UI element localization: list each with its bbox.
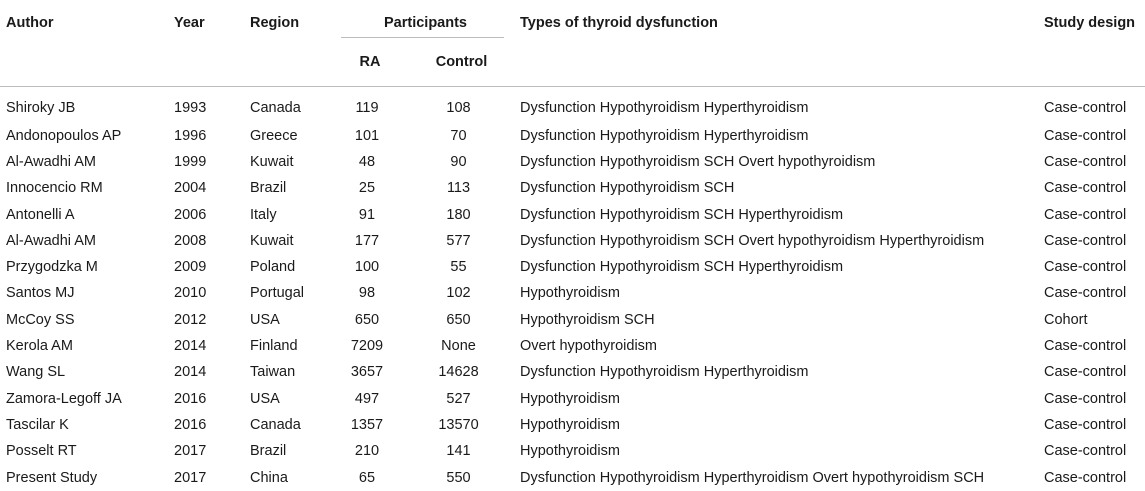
cell-control: 14628 bbox=[438, 364, 479, 381]
cell-author: Innocencio RM bbox=[6, 180, 103, 197]
cell-types: Dysfunction Hypothyroidism SCH Overt hypothyroidism bbox=[520, 153, 876, 170]
cell-author: Zamora-Legoff JA bbox=[6, 390, 122, 407]
cell-year: 2014 bbox=[174, 338, 207, 355]
table-body bbox=[0, 86, 1145, 491]
cell-design: Case-control bbox=[1044, 259, 1127, 276]
cell-year: 1999 bbox=[174, 153, 207, 170]
cell-control: 180 bbox=[446, 206, 471, 223]
table-row bbox=[0, 280, 1145, 306]
cell-types: Hypothyroidism SCH bbox=[520, 311, 655, 328]
cell-ra: 25 bbox=[358, 180, 376, 197]
cell-region: Canada bbox=[250, 99, 301, 116]
cell-ra: 7209 bbox=[350, 338, 384, 355]
header-ra: RA bbox=[359, 54, 381, 70]
cell-author: Wang SL bbox=[6, 364, 66, 381]
table-row bbox=[0, 307, 1145, 333]
cell-region: USA bbox=[250, 390, 280, 407]
cell-design: Case-control bbox=[1044, 443, 1127, 460]
cell-types: Dysfunction Hypothyroidism Hyperthyroidism bbox=[520, 99, 809, 116]
cell-ra: 497 bbox=[354, 390, 380, 407]
cell-year: 2017 bbox=[174, 469, 207, 486]
cell-region: Kuwait bbox=[250, 232, 294, 249]
cell-author: Przygodzka M bbox=[6, 259, 98, 276]
cell-year: 1993 bbox=[174, 99, 207, 116]
cell-year: 2004 bbox=[174, 180, 207, 197]
cell-year: 2006 bbox=[174, 206, 207, 223]
cell-design: Case-control bbox=[1044, 206, 1127, 223]
cell-region: Brazil bbox=[250, 180, 287, 197]
cell-year: 2008 bbox=[174, 232, 207, 249]
cell-author: McCoy SS bbox=[6, 311, 75, 328]
cell-types: Dysfunction Hypothyroidism Hyperthyroidism bbox=[520, 127, 809, 144]
cell-types: Dysfunction Hypothyroidism Hyperthyroidism Overt hypothyroidism SCH bbox=[520, 469, 985, 486]
header-author: Author bbox=[6, 15, 54, 31]
cell-ra: 100 bbox=[354, 259, 380, 276]
cell-year: 2010 bbox=[174, 285, 207, 302]
table-row bbox=[0, 254, 1145, 280]
cell-region: Italy bbox=[250, 206, 277, 223]
cell-control: 70 bbox=[450, 127, 467, 144]
cell-ra: 210 bbox=[354, 443, 380, 460]
cell-region: Portugal bbox=[250, 285, 305, 302]
header-participants-label: Participants bbox=[384, 15, 467, 31]
cell-region: Kuwait bbox=[250, 153, 294, 170]
cell-year: 2016 bbox=[174, 390, 207, 407]
cell-author: Santos MJ bbox=[6, 285, 75, 302]
cell-design: Case-control bbox=[1044, 364, 1127, 381]
cell-author: Al-Awadhi AM bbox=[6, 153, 96, 170]
cell-types: Dysfunction Hypothyroidism Hyperthyroidism bbox=[520, 364, 809, 381]
cell-year: 2016 bbox=[174, 416, 207, 433]
cell-design: Case-control bbox=[1044, 232, 1127, 249]
cell-design: Cohort bbox=[1044, 311, 1088, 328]
cell-control: 90 bbox=[450, 153, 467, 170]
cell-control: 102 bbox=[446, 285, 471, 302]
header-design: Study design bbox=[1044, 15, 1136, 31]
cell-design: Case-control bbox=[1044, 338, 1127, 355]
table-row bbox=[0, 228, 1145, 254]
cell-author: Al-Awadhi AM bbox=[6, 232, 96, 249]
cell-design: Case-control bbox=[1044, 127, 1127, 144]
cell-region: China bbox=[250, 469, 288, 486]
cell-types: Dysfunction Hypothyroidism SCH Hyperthyroidism bbox=[520, 206, 844, 223]
cell-author: Shiroky JB bbox=[6, 99, 76, 116]
cell-design: Case-control bbox=[1044, 180, 1127, 197]
cell-ra: 1357 bbox=[350, 416, 384, 433]
cell-control: 13570 bbox=[438, 416, 479, 433]
cell-design: Case-control bbox=[1044, 285, 1127, 302]
cell-region: Taiwan bbox=[250, 364, 296, 381]
cell-types: Dysfunction Hypothyroidism SCH Overt hypothyroidism Hyperthyroidism bbox=[520, 232, 985, 249]
cell-ra: 98 bbox=[358, 285, 376, 302]
cell-types: Dysfunction Hypothyroidism SCH Hyperthyroidism bbox=[520, 259, 844, 276]
table-row bbox=[0, 123, 1145, 149]
cell-author: Kerola AM bbox=[6, 338, 73, 355]
cell-ra: 48 bbox=[358, 153, 376, 170]
cell-region: USA bbox=[250, 311, 280, 328]
table-row bbox=[0, 149, 1145, 175]
cell-control: 550 bbox=[446, 469, 471, 486]
cell-ra: 3657 bbox=[350, 364, 384, 381]
cell-region: Brazil bbox=[250, 443, 287, 460]
cell-control: 577 bbox=[446, 232, 471, 249]
cell-ra: 91 bbox=[358, 206, 376, 223]
cell-design: Case-control bbox=[1044, 469, 1127, 486]
cell-types: Hypothyroidism bbox=[520, 416, 620, 433]
cell-region: Poland bbox=[250, 259, 296, 276]
table-row bbox=[0, 412, 1145, 438]
cell-control: None bbox=[441, 338, 476, 355]
cell-author: Antonelli A bbox=[6, 206, 75, 223]
cell-ra: 650 bbox=[354, 311, 380, 328]
cell-design: Case-control bbox=[1044, 153, 1127, 170]
cell-control: 650 bbox=[446, 311, 471, 328]
cell-author: Present Study bbox=[6, 469, 98, 486]
cell-types: Dysfunction Hypothyroidism SCH bbox=[520, 180, 735, 197]
cell-region: Canada bbox=[250, 416, 301, 433]
header-region: Region bbox=[250, 15, 300, 31]
cell-year: 2017 bbox=[174, 443, 207, 460]
header-year: Year bbox=[174, 15, 205, 31]
cell-design: Case-control bbox=[1044, 99, 1127, 116]
cell-types: Overt hypothyroidism bbox=[520, 338, 657, 355]
cell-control: 55 bbox=[450, 259, 467, 276]
table-header bbox=[0, 0, 1145, 86]
cell-author: Tascilar K bbox=[6, 416, 69, 433]
table-row bbox=[0, 359, 1145, 385]
cell-ra: 65 bbox=[358, 469, 376, 486]
cell-region: Finland bbox=[250, 338, 298, 355]
cell-year: 1996 bbox=[174, 127, 207, 144]
cell-ra: 119 bbox=[355, 99, 379, 116]
table-row bbox=[0, 385, 1145, 411]
cell-ra: 177 bbox=[354, 232, 380, 249]
cell-types: Hypothyroidism bbox=[520, 443, 620, 460]
cell-control: 527 bbox=[446, 390, 471, 407]
cell-types: Hypothyroidism bbox=[520, 285, 620, 302]
cell-design: Case-control bbox=[1044, 390, 1127, 407]
cell-types: Hypothyroidism bbox=[520, 390, 620, 407]
cell-author: Posselt RT bbox=[6, 443, 77, 460]
header-types: Types of thyroid dysfunction bbox=[520, 15, 718, 31]
cell-year: 2009 bbox=[174, 259, 207, 276]
table-row bbox=[0, 438, 1145, 464]
cell-control: 113 bbox=[446, 180, 471, 197]
cell-control: 141 bbox=[446, 443, 471, 460]
table-row bbox=[0, 464, 1145, 490]
cell-ra: 101 bbox=[354, 127, 380, 144]
table-row bbox=[0, 201, 1145, 227]
cell-author: Andonopoulos AP bbox=[6, 127, 122, 144]
table-row bbox=[0, 86, 1145, 123]
cell-year: 2012 bbox=[174, 311, 207, 328]
cell-year: 2014 bbox=[174, 364, 207, 381]
table-row bbox=[0, 333, 1145, 359]
header-participants bbox=[331, 0, 514, 38]
cell-design: Case-control bbox=[1044, 416, 1127, 433]
table-row bbox=[0, 175, 1145, 201]
participants-divider bbox=[341, 37, 504, 38]
cell-control: 108 bbox=[446, 99, 471, 116]
header-control: Control bbox=[435, 54, 488, 70]
cell-region: Greece bbox=[250, 127, 298, 144]
